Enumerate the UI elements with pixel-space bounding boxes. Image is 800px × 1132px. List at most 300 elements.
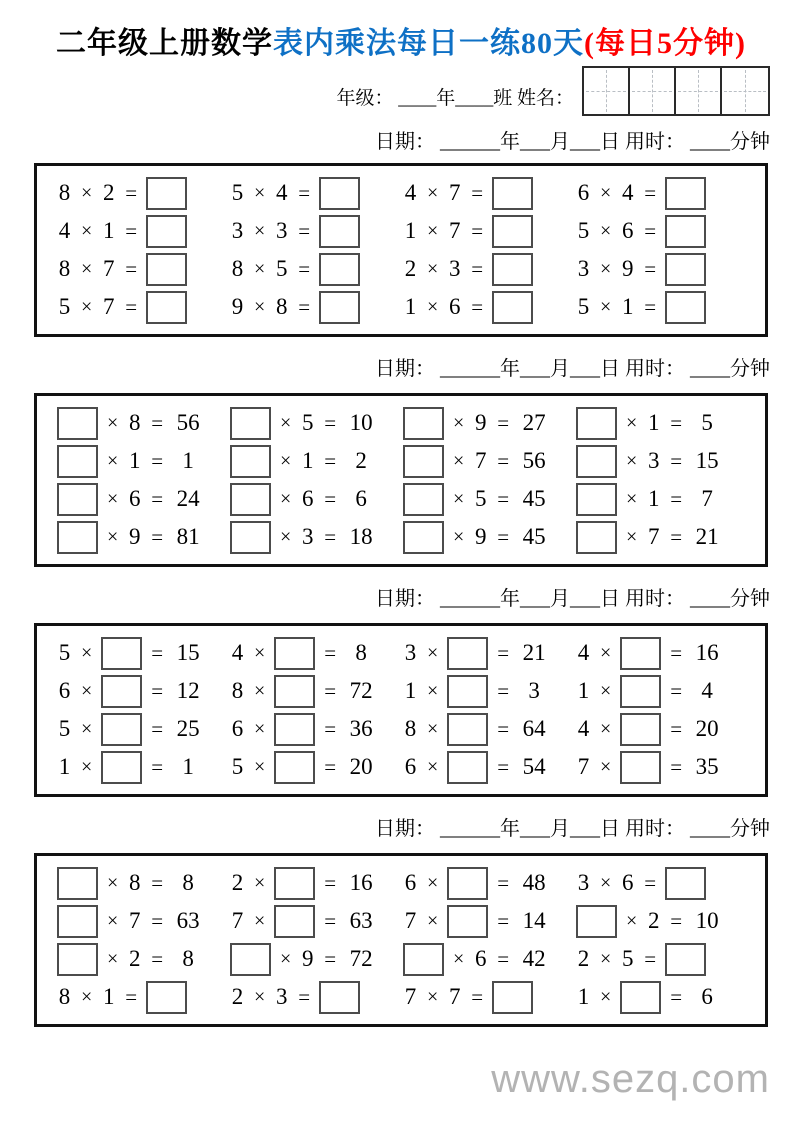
- answer-box[interactable]: [230, 483, 271, 516]
- problem: [230, 212, 403, 250]
- operand: 8: [231, 678, 244, 703]
- problem-grid: [37, 396, 765, 564]
- product: 20: [695, 716, 719, 741]
- multiply-sign: ×: [427, 641, 439, 664]
- equals-sign: =: [151, 448, 164, 473]
- equals-sign: =: [670, 678, 683, 703]
- operand: 1: [577, 678, 590, 703]
- problem: [576, 518, 749, 556]
- equals-sign: =: [471, 294, 484, 319]
- equals-sign: =: [670, 448, 683, 473]
- product: 18: [349, 524, 373, 549]
- operand: 7: [449, 984, 461, 1009]
- name-grid-cell[interactable]: [722, 68, 768, 114]
- problem: [403, 748, 576, 786]
- answer-box[interactable]: [57, 943, 98, 976]
- answer-box[interactable]: [576, 521, 617, 554]
- answer-box[interactable]: [57, 905, 98, 938]
- multiply-sign: ×: [453, 411, 465, 434]
- product: 54: [522, 754, 546, 779]
- operand: 9: [475, 410, 487, 435]
- multiply-sign: ×: [280, 411, 292, 434]
- operand: 7: [103, 294, 115, 319]
- answer-box[interactable]: [403, 445, 444, 478]
- product: 63: [349, 908, 373, 933]
- equals-sign: =: [298, 984, 311, 1009]
- equals-sign: =: [497, 678, 510, 703]
- multiply-sign: ×: [600, 181, 612, 204]
- multiply-sign: ×: [453, 947, 465, 970]
- multiply-sign: ×: [280, 449, 292, 472]
- problem: [57, 442, 230, 480]
- answer-box[interactable]: [230, 943, 271, 976]
- answer-box[interactable]: [146, 291, 187, 324]
- product: 10: [695, 908, 719, 933]
- answer-box[interactable]: [57, 445, 98, 478]
- equals-sign: =: [670, 410, 683, 435]
- answer-box[interactable]: [492, 215, 533, 248]
- multiply-sign: ×: [600, 947, 612, 970]
- problem: [576, 672, 749, 710]
- answer-box[interactable]: [576, 483, 617, 516]
- operand: 7: [404, 908, 417, 933]
- operand: 1: [404, 294, 417, 319]
- multiply-sign: ×: [427, 219, 439, 242]
- operand: 7: [231, 908, 244, 933]
- product: 14: [522, 908, 546, 933]
- answer-box[interactable]: [319, 291, 360, 324]
- answer-box[interactable]: [665, 215, 706, 248]
- multiply-sign: ×: [427, 181, 439, 204]
- product: 2: [355, 448, 367, 473]
- problem-grid: [37, 626, 765, 794]
- product: 6: [355, 486, 367, 511]
- answer-box[interactable]: [274, 637, 315, 670]
- name-grid-cell[interactable]: [676, 68, 722, 114]
- operand: 1: [648, 486, 660, 511]
- equals-sign: =: [324, 754, 337, 779]
- operand: 3: [231, 218, 244, 243]
- date-line: 日期： ______年___月___日 用时： ____分钟: [375, 818, 770, 840]
- equals-sign: =: [497, 410, 510, 435]
- equals-sign: =: [324, 486, 337, 511]
- answer-box[interactable]: [620, 751, 661, 784]
- operand: 3: [577, 256, 590, 281]
- answer-box[interactable]: [230, 445, 271, 478]
- problem: [230, 978, 403, 1016]
- operand: 5: [231, 754, 244, 779]
- answer-box[interactable]: [620, 637, 661, 670]
- problem-section-4: [34, 853, 768, 1027]
- answer-box[interactable]: [665, 867, 706, 900]
- answer-box[interactable]: [492, 981, 533, 1014]
- multiply-sign: ×: [626, 909, 638, 932]
- title-part-blue: 表内乘法每日一练80天: [273, 27, 584, 60]
- operand: 1: [58, 754, 71, 779]
- problem: [57, 902, 230, 940]
- problem: [57, 748, 230, 786]
- answer-box[interactable]: [146, 253, 187, 286]
- operand: 5: [58, 640, 71, 665]
- problem: [576, 442, 749, 480]
- answer-box[interactable]: [447, 713, 488, 746]
- multiply-sign: ×: [600, 755, 612, 778]
- problem: [403, 212, 576, 250]
- operand: 5: [58, 294, 71, 319]
- problem: [576, 288, 749, 326]
- answer-box[interactable]: [101, 637, 142, 670]
- equals-sign: =: [644, 294, 657, 319]
- problem: [230, 634, 403, 672]
- page-title: [0, 0, 800, 62]
- answer-box[interactable]: [576, 905, 617, 938]
- operand: 8: [58, 984, 71, 1009]
- operand: 3: [449, 256, 461, 281]
- multiply-sign: ×: [626, 411, 638, 434]
- operand: 1: [103, 218, 115, 243]
- operand: 8: [404, 716, 417, 741]
- problem: [57, 864, 230, 902]
- operand: 9: [622, 256, 634, 281]
- answer-box[interactable]: [403, 943, 444, 976]
- operand: 4: [577, 640, 590, 665]
- multiply-sign: ×: [81, 755, 93, 778]
- multiply-sign: ×: [427, 717, 439, 740]
- operand: 6: [302, 486, 314, 511]
- operand: 2: [103, 180, 115, 205]
- equals-sign: =: [324, 640, 337, 665]
- product: 4: [701, 678, 713, 703]
- answer-box[interactable]: [620, 713, 661, 746]
- operand: 5: [475, 486, 487, 511]
- problem: [576, 978, 749, 1016]
- problem: [57, 480, 230, 518]
- product: 1: [182, 448, 194, 473]
- answer-box[interactable]: [403, 407, 444, 440]
- answer-box[interactable]: [274, 751, 315, 784]
- answer-box[interactable]: [146, 981, 187, 1014]
- multiply-sign: ×: [427, 257, 439, 280]
- operand: 5: [622, 946, 634, 971]
- operand: 2: [404, 256, 417, 281]
- multiply-sign: ×: [254, 679, 266, 702]
- equals-sign: =: [151, 870, 164, 895]
- operand: 5: [276, 256, 288, 281]
- operand: 5: [302, 410, 314, 435]
- answer-box[interactable]: [57, 407, 98, 440]
- problem: [403, 902, 576, 940]
- equals-sign: =: [151, 410, 164, 435]
- product: 64: [522, 716, 546, 741]
- equals-sign: =: [497, 908, 510, 933]
- operand: 6: [622, 870, 634, 895]
- operand: 3: [276, 218, 288, 243]
- answer-box[interactable]: [665, 291, 706, 324]
- operand: 8: [276, 294, 288, 319]
- operand: 6: [577, 180, 590, 205]
- multiply-sign: ×: [453, 525, 465, 548]
- problem: [230, 864, 403, 902]
- answer-box[interactable]: [146, 177, 187, 210]
- equals-sign: =: [497, 716, 510, 741]
- problem: [57, 710, 230, 748]
- product: 48: [522, 870, 546, 895]
- multiply-sign: ×: [81, 679, 93, 702]
- problem: [57, 518, 230, 556]
- answer-box[interactable]: [101, 713, 142, 746]
- operand: 7: [103, 256, 115, 281]
- operand: 5: [577, 294, 590, 319]
- equals-sign: =: [151, 946, 164, 971]
- answer-box[interactable]: [665, 253, 706, 286]
- equals-sign: =: [670, 486, 683, 511]
- multiply-sign: ×: [453, 449, 465, 472]
- answer-box[interactable]: [57, 483, 98, 516]
- equals-sign: =: [497, 448, 510, 473]
- operand: 3: [648, 448, 660, 473]
- name-grid: [582, 66, 770, 116]
- multiply-sign: ×: [107, 487, 119, 510]
- multiply-sign: ×: [427, 985, 439, 1008]
- answer-box[interactable]: [230, 521, 271, 554]
- product: 72: [349, 678, 373, 703]
- product: 16: [349, 870, 373, 895]
- product: 56: [522, 448, 546, 473]
- operand: 2: [231, 870, 244, 895]
- equals-sign: =: [644, 870, 657, 895]
- multiply-sign: ×: [107, 909, 119, 932]
- multiply-sign: ×: [107, 449, 119, 472]
- multiply-sign: ×: [254, 641, 266, 664]
- problem: [230, 940, 403, 978]
- multiply-sign: ×: [81, 219, 93, 242]
- answer-box[interactable]: [57, 867, 98, 900]
- answer-box[interactable]: [576, 445, 617, 478]
- equals-sign: =: [151, 754, 164, 779]
- problem: [57, 212, 230, 250]
- answer-box[interactable]: [492, 291, 533, 324]
- answer-box[interactable]: [403, 483, 444, 516]
- operand: 6: [475, 946, 487, 971]
- answer-box[interactable]: [447, 637, 488, 670]
- problem: [403, 480, 576, 518]
- problem: [230, 442, 403, 480]
- equals-sign: =: [497, 640, 510, 665]
- problem: [230, 672, 403, 710]
- equals-sign: =: [670, 640, 683, 665]
- problem: [576, 212, 749, 250]
- multiply-sign: ×: [600, 717, 612, 740]
- problem: [403, 710, 576, 748]
- product: 6: [701, 984, 713, 1009]
- answer-box[interactable]: [101, 751, 142, 784]
- operand: 2: [231, 984, 244, 1009]
- multiply-sign: ×: [254, 717, 266, 740]
- operand: 1: [622, 294, 634, 319]
- product: 8: [182, 946, 194, 971]
- operand: 1: [577, 984, 590, 1009]
- product: 35: [695, 754, 719, 779]
- answer-box[interactable]: [146, 215, 187, 248]
- operand: 5: [58, 716, 71, 741]
- multiply-sign: ×: [626, 487, 638, 510]
- product: 15: [695, 448, 719, 473]
- equals-sign: =: [298, 294, 311, 319]
- multiply-sign: ×: [254, 985, 266, 1008]
- problem: [403, 250, 576, 288]
- multiply-sign: ×: [107, 525, 119, 548]
- operand: 5: [231, 180, 244, 205]
- equals-sign: =: [125, 984, 138, 1009]
- answer-box[interactable]: [665, 943, 706, 976]
- answer-box[interactable]: [447, 675, 488, 708]
- operand: 3: [577, 870, 590, 895]
- date-line: 日期： ______年___月___日 用时： ____分钟: [375, 588, 770, 610]
- multiply-sign: ×: [81, 717, 93, 740]
- answer-box[interactable]: [230, 407, 271, 440]
- operand: 1: [404, 678, 417, 703]
- operand: 6: [231, 716, 244, 741]
- answer-box[interactable]: [101, 675, 142, 708]
- answer-box[interactable]: [492, 177, 533, 210]
- answer-box[interactable]: [620, 981, 661, 1014]
- problem: [403, 672, 576, 710]
- product: 21: [522, 640, 546, 665]
- problem: [576, 710, 749, 748]
- equals-sign: =: [497, 946, 510, 971]
- operand: 3: [276, 984, 288, 1009]
- answer-box[interactable]: [665, 177, 706, 210]
- problem: [230, 748, 403, 786]
- product: 21: [695, 524, 719, 549]
- answer-box[interactable]: [620, 675, 661, 708]
- problem: [57, 978, 230, 1016]
- equals-sign: =: [151, 908, 164, 933]
- operand: 9: [129, 524, 141, 549]
- answer-box[interactable]: [319, 215, 360, 248]
- problem: [230, 518, 403, 556]
- answer-box[interactable]: [274, 905, 315, 938]
- answer-box[interactable]: [447, 867, 488, 900]
- answer-box[interactable]: [274, 675, 315, 708]
- operand: 9: [475, 524, 487, 549]
- multiply-sign: ×: [600, 257, 612, 280]
- answer-box[interactable]: [57, 521, 98, 554]
- answer-box[interactable]: [319, 177, 360, 210]
- equals-sign: =: [497, 486, 510, 511]
- operand: 7: [449, 180, 461, 205]
- equals-sign: =: [471, 256, 484, 281]
- product: 56: [176, 410, 200, 435]
- answer-box[interactable]: [447, 751, 488, 784]
- equals-sign: =: [324, 448, 337, 473]
- operand: 7: [404, 984, 417, 1009]
- operand: 1: [404, 218, 417, 243]
- operand: 1: [648, 410, 660, 435]
- product: 27: [522, 410, 546, 435]
- operand: 4: [577, 716, 590, 741]
- answer-box[interactable]: [274, 867, 315, 900]
- problem: [230, 404, 403, 442]
- operand: 8: [129, 410, 141, 435]
- product: 72: [349, 946, 373, 971]
- problem: [576, 634, 749, 672]
- multiply-sign: ×: [427, 871, 439, 894]
- problem: [403, 978, 576, 1016]
- equals-sign: =: [298, 256, 311, 281]
- operand: 6: [404, 870, 417, 895]
- answer-box[interactable]: [403, 521, 444, 554]
- grade-name-label: 年级： ____年____班 姓名：: [336, 88, 574, 109]
- problem: [576, 902, 749, 940]
- multiply-sign: ×: [254, 181, 266, 204]
- multiply-sign: ×: [81, 295, 93, 318]
- operand: 1: [129, 448, 141, 473]
- problem: [403, 174, 576, 212]
- product: 25: [176, 716, 200, 741]
- operand: 7: [449, 218, 461, 243]
- product: 8: [182, 870, 194, 895]
- operand: 9: [302, 946, 314, 971]
- answer-box[interactable]: [319, 253, 360, 286]
- answer-box[interactable]: [319, 981, 360, 1014]
- operand: 4: [622, 180, 634, 205]
- multiply-sign: ×: [81, 181, 93, 204]
- product: 10: [349, 410, 373, 435]
- operand: 8: [129, 870, 141, 895]
- answer-box[interactable]: [576, 407, 617, 440]
- multiply-sign: ×: [600, 985, 612, 1008]
- multiply-sign: ×: [600, 641, 612, 664]
- operand: 6: [58, 678, 71, 703]
- operand: 2: [129, 946, 141, 971]
- product: 20: [349, 754, 373, 779]
- equals-sign: =: [298, 218, 311, 243]
- problem: [57, 288, 230, 326]
- operand: 7: [129, 908, 141, 933]
- product: 42: [522, 946, 546, 971]
- problem: [230, 710, 403, 748]
- multiply-sign: ×: [81, 257, 93, 280]
- problem: [576, 250, 749, 288]
- product: 81: [176, 524, 200, 549]
- multiply-sign: ×: [427, 909, 439, 932]
- operand: 2: [648, 908, 660, 933]
- equals-sign: =: [644, 180, 657, 205]
- equals-sign: =: [151, 640, 164, 665]
- problem: [576, 174, 749, 212]
- name-grid-cell[interactable]: [630, 68, 676, 114]
- multiply-sign: ×: [600, 219, 612, 242]
- equals-sign: =: [298, 180, 311, 205]
- answer-box[interactable]: [447, 905, 488, 938]
- answer-box[interactable]: [492, 253, 533, 286]
- problem-grid: [37, 856, 765, 1024]
- problem: [230, 480, 403, 518]
- operand: 1: [302, 448, 314, 473]
- operand: 3: [302, 524, 314, 549]
- equals-sign: =: [670, 524, 683, 549]
- grade-name-row: [0, 66, 770, 116]
- problem: [576, 404, 749, 442]
- multiply-sign: ×: [81, 985, 93, 1008]
- multiply-sign: ×: [280, 487, 292, 510]
- answer-box[interactable]: [274, 713, 315, 746]
- name-grid-cell[interactable]: [584, 68, 630, 114]
- equals-sign: =: [125, 256, 138, 281]
- operand: 4: [231, 640, 244, 665]
- equals-sign: =: [151, 524, 164, 549]
